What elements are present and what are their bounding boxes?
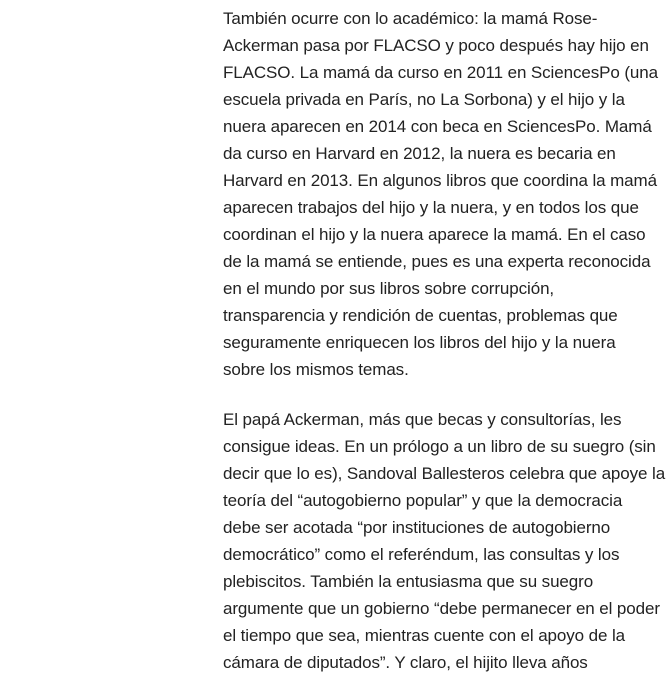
text-line: escuela privada en París, no La Sorbona) y el hijo y la (223, 90, 625, 109)
text-line: de la mamá se entiende, pues es una experta reconocida (223, 252, 651, 271)
text-line: También ocurre con lo académico: la mamá Rose- (223, 9, 598, 28)
text-line: aparecen trabajos del hijo y la nuera, y en todos los que (223, 198, 639, 217)
text-line: sobre los mismos temas. (223, 360, 409, 379)
text-line: plebiscitos. También la entusiasma que su suegro (223, 572, 594, 591)
text-line: transparencia y rendición de cuentas, problemas que (223, 306, 618, 325)
text-line: Ackerman pasa por FLACSO y poco después hay hijo en (223, 36, 649, 55)
text-line: debe ser acotada “por instituciones de autogobierno (223, 518, 611, 537)
text-line: nuera aparecen en 2014 con beca en SciencesPo. Mamá (223, 117, 652, 136)
text-line: el tiempo que sea, mientras cuente con el apoyo de la (223, 626, 626, 645)
text-line: consigue ideas. En un prólogo a un libro de su suegro (sin (223, 437, 656, 456)
text-line: seguramente enriquecen los libros del hijo y la nuera (223, 333, 616, 352)
text-line: da curso en Harvard en 2012, la nuera es becaria en (223, 144, 616, 163)
text-line: El papá Ackerman, más que becas y consultorías, les (223, 410, 622, 429)
text-line: argumente que un gobierno “debe permanecer en el poder (223, 599, 660, 618)
text-line: democrático” como el referéndum, las consultas y los (223, 545, 620, 564)
paragraph-2 (223, 406, 668, 676)
text-line: en el mundo por sus libros sobre corrupción, (223, 279, 555, 298)
text-line: coordinan el hijo y la nuera aparece la mamá. En el caso (223, 225, 646, 244)
text-line: FLACSO. La mamá da curso en 2011 en SciencesPo (una (223, 63, 658, 82)
article-body (223, 5, 668, 676)
text-line: teoría del “autogobierno popular” y que la democracia (223, 491, 623, 510)
text-line: cámara de diputados”. Y claro, el hijito lleva años (223, 653, 588, 672)
paragraph-1 (223, 5, 668, 383)
text-line: Harvard en 2013. En algunos libros que coordina la mamá (223, 171, 657, 190)
text-line: decir que lo es), Sandoval Ballesteros celebra que apoye la (223, 464, 666, 483)
